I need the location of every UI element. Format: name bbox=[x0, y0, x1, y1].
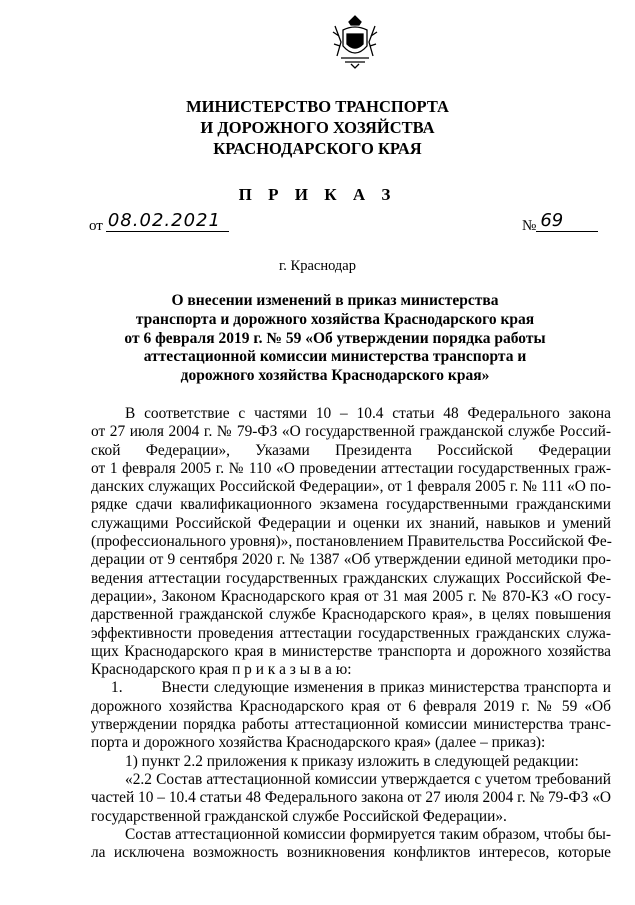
order-body bbox=[91, 405, 611, 862]
subject-line: транспорта и дорожного хозяйства Краснодарского края bbox=[135, 310, 535, 328]
number-prefix: № bbox=[522, 218, 537, 234]
body-line: дорожного хозяйства Краснодарского края от 6 февраля 2019 г. № 59 «Об bbox=[91, 697, 611, 715]
body-line: порта и дорожного хозяйства Краснодарского края» (далее – приказ): bbox=[91, 734, 546, 752]
body-line: дерации от 9 сентября 2020 г. № 1387 «Об утверждении единой методики про- bbox=[91, 551, 611, 569]
subject-line: от 6 февраля 2019 г. № 59 «Об утверждении порядка работы bbox=[124, 329, 546, 347]
body-line: Краснодарского края п р и к а з ы в а ю: bbox=[91, 661, 352, 679]
subject-line: О внесении изменений в приказ министерства bbox=[171, 292, 499, 309]
number-field bbox=[522, 210, 598, 236]
body-line: от 27 июля 2004 г. № 79-ФЗ «О государственной гражданской службе Россий- bbox=[91, 423, 611, 441]
ministry-line-2: И ДОРОЖНОГО ХОЗЯЙСТВА bbox=[200, 118, 435, 137]
body-line: частей 10 – 10.4 статьи 48 Федерального закона от 27 июля 2004 г. № 79-ФЗ «О bbox=[91, 789, 612, 807]
body-line: ла исключена возможность возникновения конфликтов интересов, которые bbox=[91, 844, 611, 862]
body-line: эффективности проведения аттестации государственных гражданских служа- bbox=[91, 624, 611, 642]
ministry-name bbox=[0, 96, 635, 159]
body-line: (профессионального уровня)», постановлением Правительства Российской Фе- bbox=[91, 533, 612, 551]
body-line: рядке сдачи квалификационного экзамена государственными гражданскими bbox=[91, 496, 611, 514]
subject-line: дорожного хозяйства Краснодарского края» bbox=[180, 367, 490, 385]
body-line: ведения аттестации государственных гражданских служащих Российской Фе- bbox=[91, 569, 611, 587]
subject-line: аттестационной комиссии министерства транспорта и bbox=[143, 348, 527, 366]
order-subject bbox=[100, 292, 570, 386]
body-line: государственной гражданской службе Российской Федерации». bbox=[91, 807, 507, 825]
handwritten-number: 69 bbox=[536, 210, 598, 232]
order-title: П Р И К А З bbox=[238, 185, 397, 204]
body-line: утверждении порядка работы аттестационной комиссии министерства транс- bbox=[91, 716, 611, 734]
city-label: г. Краснодар bbox=[278, 258, 356, 274]
body-line: ской Федерации», Указами Президента Российской Федерации bbox=[91, 441, 611, 459]
date-prefix: от bbox=[89, 218, 103, 234]
body-line: дерации», Законом Краснодарского края от 31 мая 2005 г. № 870-КЗ «О госу- bbox=[91, 587, 611, 605]
body-line: Состав аттестационной комиссии формируется таким образом, чтобы бы- bbox=[125, 825, 611, 843]
body-line: данских служащих Российской Федерации», от 1 февраля 2005 г. № 111 «О по- bbox=[91, 478, 611, 496]
handwritten-date: 08.02.2021 bbox=[106, 210, 229, 232]
ministry-line-1: МИНИСТЕРСТВО ТРАНСПОРТА bbox=[186, 97, 449, 116]
body-line: дарственной гражданской службе Краснодарского края», в целях повышения bbox=[91, 606, 611, 624]
body-line: служащими Российской Федерации и оценки их знаний, навыков и умений bbox=[91, 514, 611, 532]
body-line: от 1 февраля 2005 г. № 110 «О проведении аттестации государственных граж- bbox=[91, 459, 611, 477]
ministry-line-3: КРАСНОДАРСКОГО КРАЯ bbox=[213, 139, 422, 158]
coat-of-arms-emblem bbox=[329, 12, 381, 70]
body-line: 1) пункт 2.2 приложения к приказу изложить в следующей редакции: bbox=[125, 752, 579, 770]
body-line: В соответствие с частями 10 – 10.4 статьи 48 Федерального закона bbox=[125, 405, 611, 422]
body-line: «2.2 Состав аттестационной комиссии утверждается с учетом требований bbox=[125, 770, 611, 788]
body-line: 1. Внести следующие изменения в приказ министерства транспорта и bbox=[111, 679, 611, 697]
body-line: щих Краснодарского края в министерстве транспорта и дорожного хозяйства bbox=[91, 642, 611, 660]
date-field bbox=[89, 210, 229, 236]
